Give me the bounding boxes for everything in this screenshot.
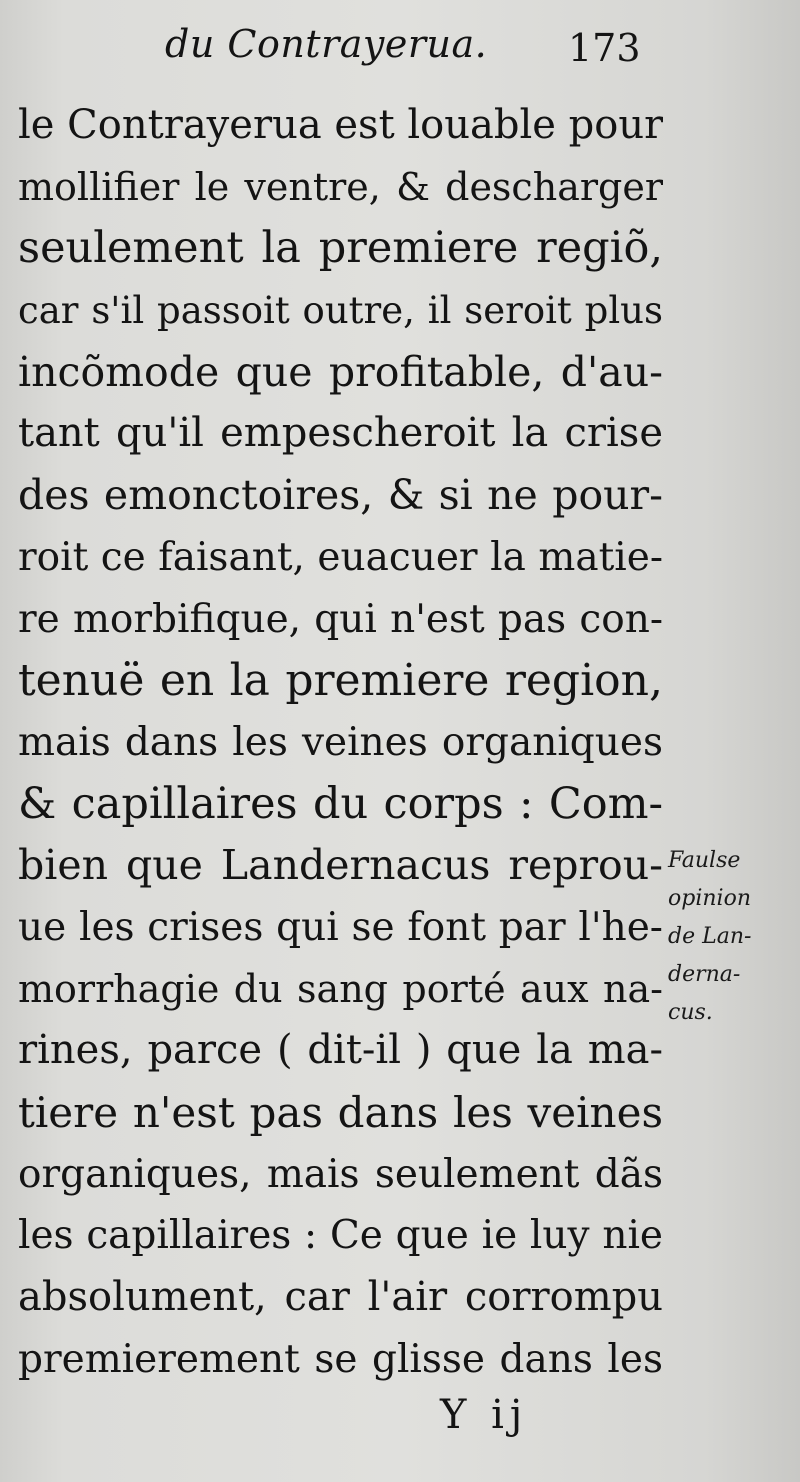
- body-text: [18, 95, 663, 1390]
- text-line: rines, parce ( dit-il ) que la ma-: [18, 1027, 663, 1074]
- text-line: premierement se glisse dans les: [18, 1336, 663, 1382]
- running-title: du Contrayerua.: [165, 22, 488, 66]
- text-line: & capillaires du corps : Com-: [18, 778, 663, 829]
- text-line: mollifier le ventre, & descharger: [18, 164, 663, 209]
- text-line: tiere n'est pas dans les veines: [18, 1088, 663, 1137]
- text-line: seulement la premiere regiõ,: [18, 223, 663, 274]
- signature-mark: Y ij: [440, 1392, 529, 1438]
- margin-note-line: opinion: [668, 886, 751, 911]
- page-number: 173: [568, 26, 641, 70]
- text-line: les capillaires : Ce que ie luy nie: [18, 1213, 663, 1259]
- margin-note-line: Faulse: [668, 848, 741, 873]
- text-line: morrhagie du sang porté aux na-: [18, 966, 663, 1011]
- text-line: le Contrayerua est louable pour: [18, 102, 663, 148]
- margin-note-line: cus.: [668, 1000, 713, 1025]
- text-line: tant qu'il empescheroit la crise: [18, 410, 663, 457]
- text-line: roit ce faisant, euacuer la matie-: [18, 534, 663, 580]
- text-line: bien que Landernacus reprou-: [18, 841, 663, 890]
- text-line: absolument, car l'air corrompu: [18, 1274, 663, 1321]
- text-line: ue les crises qui se font par l'he-: [18, 904, 663, 950]
- text-line: car s'il passoit outre, il seroit plus: [18, 289, 663, 333]
- text-line: des emonctoires, & si ne pour-: [18, 471, 663, 520]
- text-line: re morbifique, qui n'est pas con-: [18, 596, 663, 642]
- text-line: tenuë en la premiere region,: [18, 655, 663, 707]
- text-line: mais dans les veines organiques: [18, 719, 663, 765]
- text-line: organiques, mais seulement dãs: [18, 1151, 663, 1197]
- text-line: incõmode que profitable, d'au-: [18, 347, 663, 396]
- margin-note-line: de Lan-: [668, 924, 752, 949]
- margin-note: [668, 842, 798, 1032]
- margin-note-line: derna-: [668, 962, 741, 987]
